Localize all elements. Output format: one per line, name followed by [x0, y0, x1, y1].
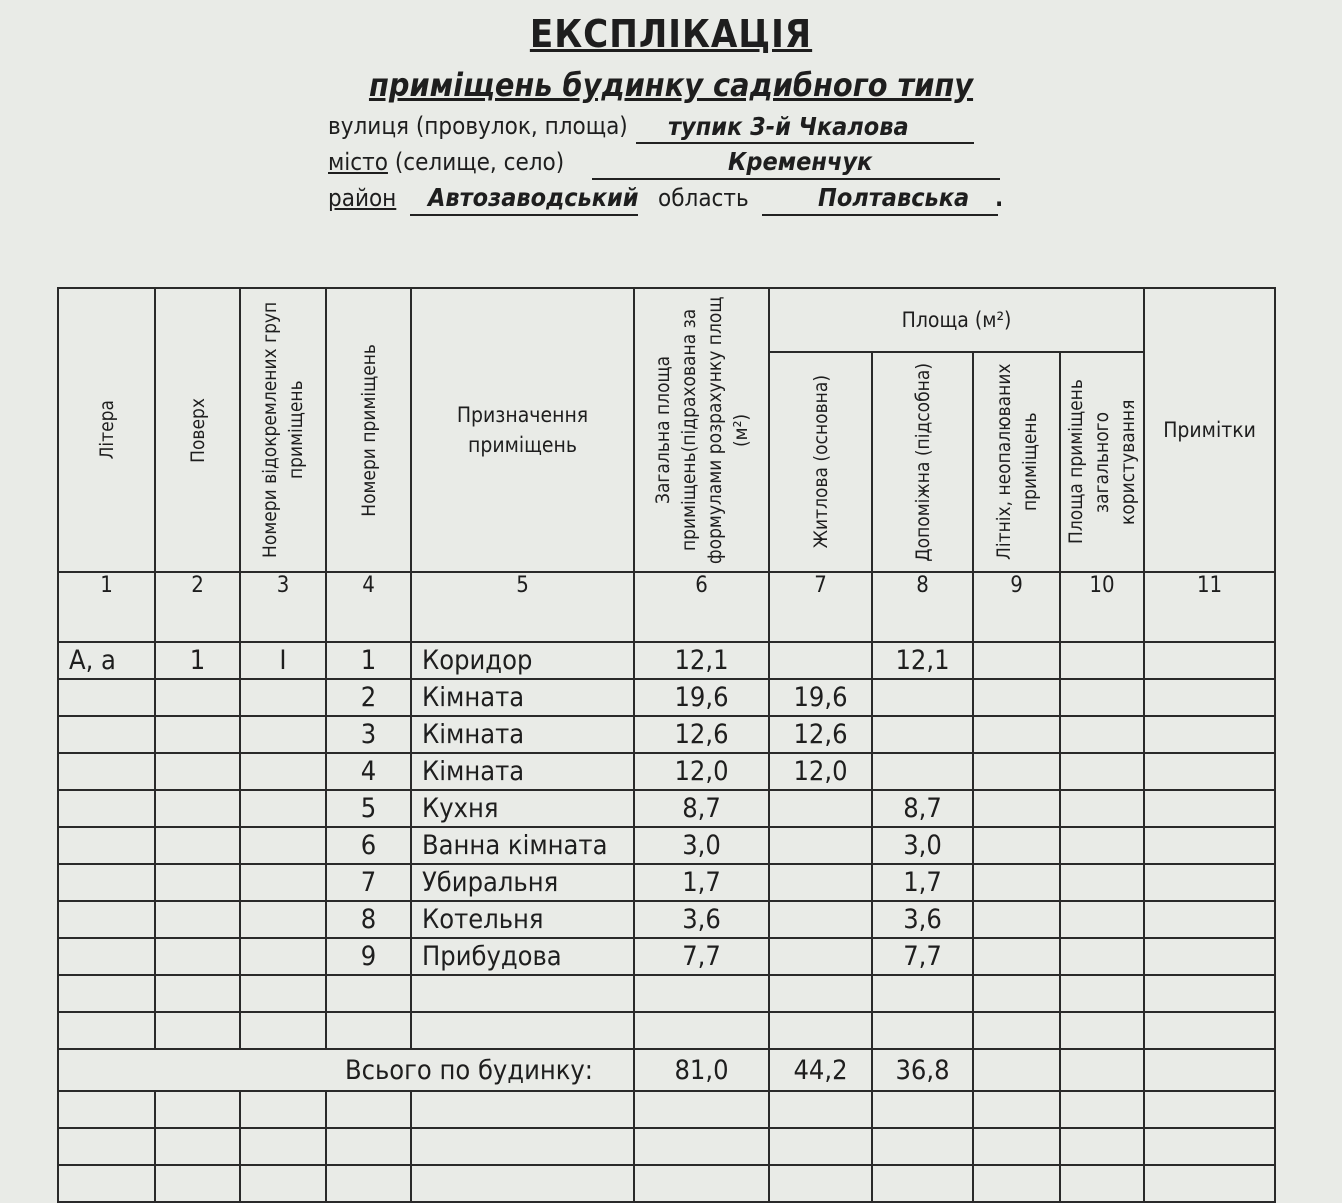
room-living-area	[769, 827, 872, 864]
room-litera	[58, 716, 155, 753]
room-floor	[155, 938, 240, 975]
empty-cell	[973, 864, 1060, 901]
room-purpose: Ванна кімната	[411, 827, 634, 864]
room-group	[240, 679, 326, 716]
room-litera	[58, 753, 155, 790]
header-area-group: Площа (м²)	[769, 288, 1144, 352]
table-row	[58, 642, 1275, 679]
header-row-1	[58, 288, 1275, 352]
city-label	[328, 148, 564, 176]
total-label: Всього по будинку:	[58, 1049, 634, 1091]
table-row	[58, 864, 1275, 901]
col-num: 9	[973, 572, 1060, 642]
col-num: 11	[1144, 572, 1275, 642]
room-litera	[58, 790, 155, 827]
empty-cell	[973, 901, 1060, 938]
room-purpose: Котельня	[411, 901, 634, 938]
room-total-area: 12,1	[634, 642, 769, 679]
empty-cell	[973, 938, 1060, 975]
empty-cell	[1144, 938, 1275, 975]
room-living-area: 12,6	[769, 716, 872, 753]
street-underline	[636, 142, 974, 144]
street-label: вулиця (провулок, площа)	[328, 112, 628, 140]
table-row	[58, 753, 1275, 790]
col-num: 1	[58, 572, 155, 642]
document-title: ЕКСПЛІКАЦІЯ	[529, 12, 813, 56]
room-number: 1	[326, 642, 411, 679]
room-living-area	[769, 938, 872, 975]
room-living-area	[769, 642, 872, 679]
room-aux-area	[872, 679, 973, 716]
room-number: 9	[326, 938, 411, 975]
col-num: 4	[326, 572, 411, 642]
region-underline	[762, 214, 998, 216]
total-area: 81,0	[634, 1049, 769, 1091]
room-purpose: Убиральня	[411, 864, 634, 901]
header-aux: Допоміжна (підсобна)	[872, 352, 973, 572]
room-litera	[58, 679, 155, 716]
room-total-area: 12,6	[634, 716, 769, 753]
room-aux-area: 1,7	[872, 864, 973, 901]
room-aux-area	[872, 753, 973, 790]
col-num: 2	[155, 572, 240, 642]
room-litera	[58, 901, 155, 938]
room-floor	[155, 679, 240, 716]
table-row	[58, 901, 1275, 938]
room-aux-area: 8,7	[872, 790, 973, 827]
room-group	[240, 901, 326, 938]
room-number: 6	[326, 827, 411, 864]
empty-cell	[1144, 901, 1275, 938]
room-group	[240, 864, 326, 901]
empty-cell	[1060, 790, 1144, 827]
empty-cell	[973, 827, 1060, 864]
room-litera	[58, 827, 155, 864]
room-group	[240, 938, 326, 975]
empty-row	[58, 1165, 1275, 1202]
city-label-main: місто	[328, 148, 388, 176]
empty-cell	[1144, 864, 1275, 901]
room-aux-area: 12,1	[872, 642, 973, 679]
empty-row	[58, 1128, 1275, 1165]
header-groups: Номери відокремлених груп приміщень	[240, 288, 326, 572]
district-value: Автозаводський	[428, 183, 639, 212]
room-purpose: Кімната	[411, 716, 634, 753]
room-total-area: 12,0	[634, 753, 769, 790]
header-total-area: Загальна площа приміщень(підрахована за формулами розрахунку площ (м²)	[634, 288, 769, 572]
empty-row	[58, 975, 1275, 1012]
empty-cell	[1060, 753, 1144, 790]
empty-cell	[1144, 642, 1275, 679]
room-aux-area: 7,7	[872, 938, 973, 975]
room-group: I	[240, 642, 326, 679]
header-purpose: Призначення приміщень	[411, 288, 634, 572]
room-total-area: 7,7	[634, 938, 769, 975]
room-aux-area	[872, 716, 973, 753]
room-living-area	[769, 901, 872, 938]
room-purpose: Кімната	[411, 679, 634, 716]
room-litera	[58, 938, 155, 975]
total-aux: 36,8	[872, 1049, 973, 1091]
empty-cell	[973, 753, 1060, 790]
empty-cell	[1144, 790, 1275, 827]
table-row	[58, 827, 1275, 864]
room-total-area: 19,6	[634, 679, 769, 716]
room-group	[240, 753, 326, 790]
empty-cell	[1060, 716, 1144, 753]
room-aux-area: 3,6	[872, 901, 973, 938]
room-litera	[58, 864, 155, 901]
region-end-dot: .	[995, 184, 1004, 212]
region-value: Полтавська	[818, 183, 970, 212]
region-label: область	[658, 184, 749, 212]
room-total-area: 8,7	[634, 790, 769, 827]
table-row	[58, 716, 1275, 753]
explication-table	[57, 287, 1276, 1203]
col-num: 8	[872, 572, 973, 642]
room-purpose: Коридор	[411, 642, 634, 679]
empty-cell	[1060, 938, 1144, 975]
room-living-area	[769, 790, 872, 827]
room-group	[240, 790, 326, 827]
room-floor	[155, 790, 240, 827]
empty-cell	[1144, 753, 1275, 790]
room-group	[240, 827, 326, 864]
room-litera: А, а	[58, 642, 155, 679]
empty-cell	[1144, 827, 1275, 864]
header-summer: Літніх, неопалюваних приміщень	[973, 352, 1060, 572]
room-living-area	[769, 864, 872, 901]
total-living: 44,2	[769, 1049, 872, 1091]
empty-cell	[973, 716, 1060, 753]
room-number: 5	[326, 790, 411, 827]
empty-cell	[1060, 679, 1144, 716]
room-number: 7	[326, 864, 411, 901]
empty-cell	[973, 679, 1060, 716]
room-total-area: 1,7	[634, 864, 769, 901]
empty-cell	[1060, 901, 1144, 938]
district-label: район	[328, 184, 397, 212]
room-floor	[155, 827, 240, 864]
header-common: Площа приміщень загального користування	[1060, 352, 1144, 572]
room-number: 3	[326, 716, 411, 753]
empty-cell	[1144, 716, 1275, 753]
room-purpose: Кімната	[411, 753, 634, 790]
room-floor	[155, 901, 240, 938]
col-num: 5	[411, 572, 634, 642]
table-row	[58, 938, 1275, 975]
header-notes: Примітки	[1144, 288, 1275, 572]
room-floor	[155, 716, 240, 753]
room-floor	[155, 864, 240, 901]
district-underline	[410, 214, 638, 216]
empty-cell	[1060, 642, 1144, 679]
room-aux-area: 3,0	[872, 827, 973, 864]
room-number: 4	[326, 753, 411, 790]
empty-cell	[1060, 827, 1144, 864]
table-row	[58, 679, 1275, 716]
empty-cell	[973, 790, 1060, 827]
col-num: 3	[240, 572, 326, 642]
header-litera: Літера	[58, 288, 155, 572]
room-floor: 1	[155, 642, 240, 679]
room-living-area: 19,6	[769, 679, 872, 716]
total-row	[58, 1049, 1275, 1091]
room-number: 2	[326, 679, 411, 716]
col-num: 6	[634, 572, 769, 642]
city-label-rest: (селище, село)	[394, 148, 565, 176]
col-num: 10	[1060, 572, 1144, 642]
header-floor: Поверх	[155, 288, 240, 572]
empty-cell	[1144, 679, 1275, 716]
document-subtitle: приміщень будинку садибного типу	[368, 66, 974, 104]
header-living: Житлова (основна)	[769, 352, 872, 572]
room-purpose: Прибудова	[411, 938, 634, 975]
room-total-area: 3,6	[634, 901, 769, 938]
room-floor	[155, 753, 240, 790]
table-row	[58, 790, 1275, 827]
empty-row	[58, 1091, 1275, 1128]
street-value: тупик 3-й Чкалова	[668, 112, 909, 141]
city-underline	[592, 178, 1000, 180]
empty-row	[58, 1012, 1275, 1049]
column-numbers-row	[58, 572, 1275, 642]
room-total-area: 3,0	[634, 827, 769, 864]
empty-cell	[973, 642, 1060, 679]
document-header	[0, 0, 1342, 230]
room-purpose: Кухня	[411, 790, 634, 827]
room-number: 8	[326, 901, 411, 938]
city-value: Кременчук	[728, 147, 873, 176]
header-room-numbers: Номери приміщень	[326, 288, 411, 572]
room-group	[240, 716, 326, 753]
col-num: 7	[769, 572, 872, 642]
empty-cell	[1060, 864, 1144, 901]
room-living-area: 12,0	[769, 753, 872, 790]
